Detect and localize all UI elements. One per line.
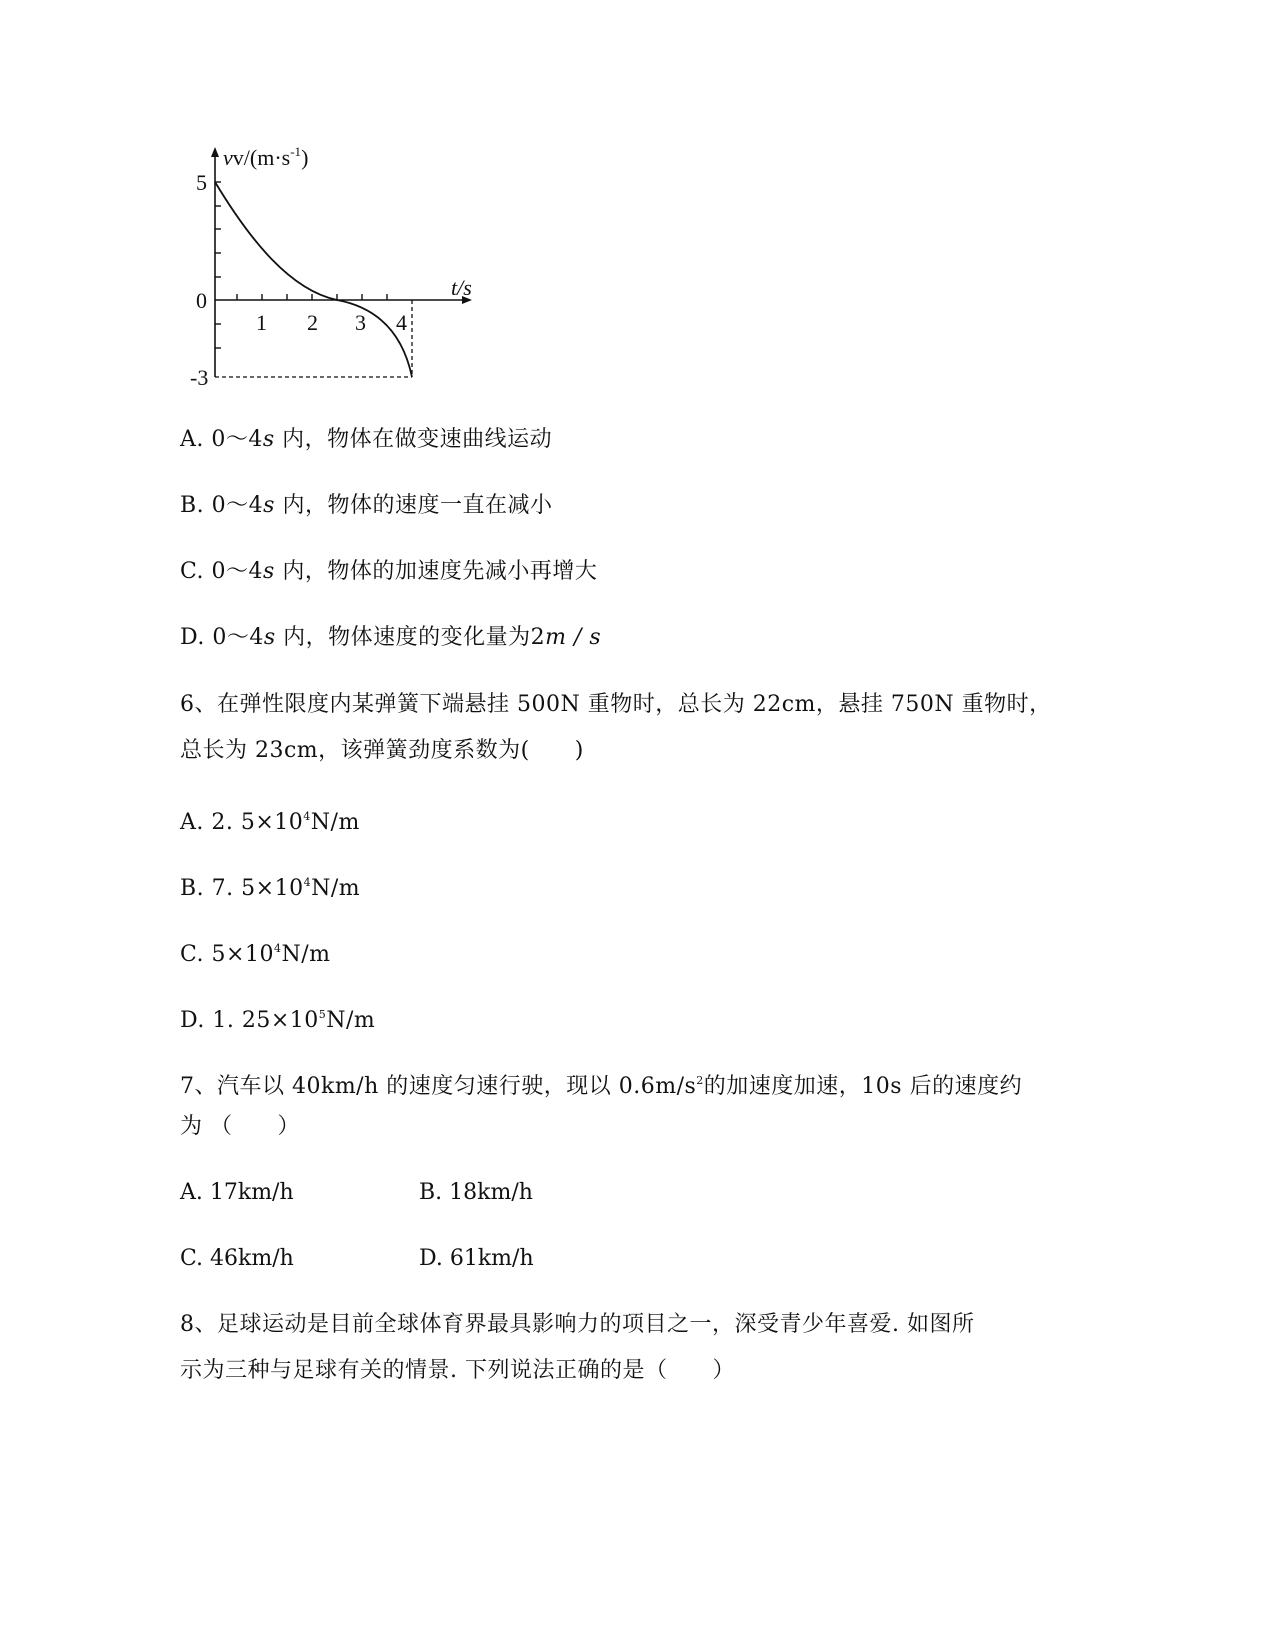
q5-option-d: [180, 623, 601, 653]
y-axis-arrow: [211, 147, 219, 157]
q5-option-d-prefix: D. 0～4: [180, 625, 264, 650]
velocity-curve: [215, 182, 412, 377]
x-tick-label-3: 3: [355, 310, 366, 335]
y-tick-label-0: 0: [196, 288, 207, 313]
q6-stem-line2: 总长为 23cm，该弹簧劲度系数为( ): [180, 738, 584, 763]
q5-option-a-text: 内，物体在做变速曲线运动: [274, 427, 553, 452]
q6-option-d-text: D. 1. 25×10: [180, 1008, 319, 1033]
q6-option-b-exp: 4: [303, 876, 312, 889]
y-axis-label-exponent: -1: [290, 145, 302, 159]
q6-option-a-text: A. 2. 5×10: [180, 810, 304, 835]
y-tick-label-neg3: -3: [190, 365, 209, 390]
y-tick-label-5: 5: [196, 170, 207, 195]
q6-option-d: [180, 1000, 375, 1036]
q5-option-c-unit: s: [263, 559, 275, 584]
q6-option-c-exp: 4: [273, 942, 282, 955]
y-tick-marks: [215, 182, 221, 348]
q5-option-d-unit: s: [263, 625, 276, 650]
q5-option-d-text: 内，物体速度的变化量为2: [275, 625, 546, 650]
q6-option-b-text: B. 7. 5×10: [180, 876, 304, 901]
x-tick-label-1: 1: [256, 310, 267, 335]
y-axis-label-text: v/(m·s: [232, 145, 291, 170]
q5-option-b-prefix: B. 0～4: [180, 493, 264, 518]
q7-stem-line2: 为 （ ）: [180, 1114, 300, 1139]
q7-option-c: C. 46km/h: [180, 1246, 294, 1271]
q5-option-c-text: 内，物体的加速度先减小再增大: [274, 559, 598, 584]
q6-option-c-text: C. 5×10: [180, 942, 274, 967]
q7-stem-exp: 2: [696, 1074, 704, 1087]
y-axis-label-close: ): [301, 145, 309, 170]
q7-option-d: D. 61km/h: [419, 1246, 534, 1271]
q6-option-c-unit: N/m: [281, 942, 331, 967]
q5-option-c-prefix: C. 0～4: [180, 559, 264, 584]
q7-stem-line1-part1: 7、汽车以 40km/h 的速度匀速行驶，现以 0.6m/s: [180, 1074, 697, 1099]
q6-option-d-unit: N/m: [326, 1008, 376, 1033]
q5-option-b-unit: s: [263, 493, 275, 518]
q5-option-a-unit: s: [262, 427, 275, 452]
q8-stem-line1: 8、足球运动是目前全球体育界最具影响力的项目之一，深受青少年喜爱. 如图所: [180, 1312, 975, 1337]
x-tick-marks: [237, 294, 387, 300]
q6-option-b-unit: N/m: [311, 876, 361, 901]
q5-option-a: [180, 425, 552, 455]
q5-option-a-prefix: A. 0～4: [180, 427, 263, 452]
x-axis-label: t/s: [451, 275, 472, 300]
q6-option-b: [180, 868, 360, 904]
q8-stem-line2: 示为三种与足球有关的情景. 下列说法正确的是（ ）: [180, 1358, 735, 1383]
q5-option-d-unit2: m / s: [545, 625, 602, 650]
q7-option-a: A. 17km/h: [180, 1180, 294, 1205]
q6-stem-line1: 6、在弹性限度内某弹簧下端悬挂 500N 重物时，总长为 22cm，悬挂 750N 重物时，: [180, 692, 1052, 717]
q6-option-a: [180, 802, 360, 838]
q7-option-b: B. 18km/h: [419, 1180, 533, 1205]
y-axis-label-symbol: v: [223, 145, 233, 170]
q6-option-d-exp: 5: [318, 1008, 327, 1021]
q6-option-a-unit: N/m: [310, 810, 360, 835]
q7-stem-line1: [180, 1066, 1022, 1102]
q5-option-b-text: 内，物体的速度一直在减小: [274, 493, 553, 518]
q5-option-b: [180, 491, 552, 521]
q6-option-a-exp: 4: [303, 810, 311, 823]
q5-option-c: [180, 557, 597, 587]
q6-option-c: [180, 934, 331, 970]
x-tick-label-2: 2: [307, 310, 318, 335]
velocity-time-graph: [190, 145, 500, 405]
x-tick-label-4: 4: [396, 310, 407, 335]
y-axis-label: [223, 145, 308, 170]
q7-stem-line1-part2: 的加速度加速，10s 后的速度约: [703, 1074, 1023, 1099]
